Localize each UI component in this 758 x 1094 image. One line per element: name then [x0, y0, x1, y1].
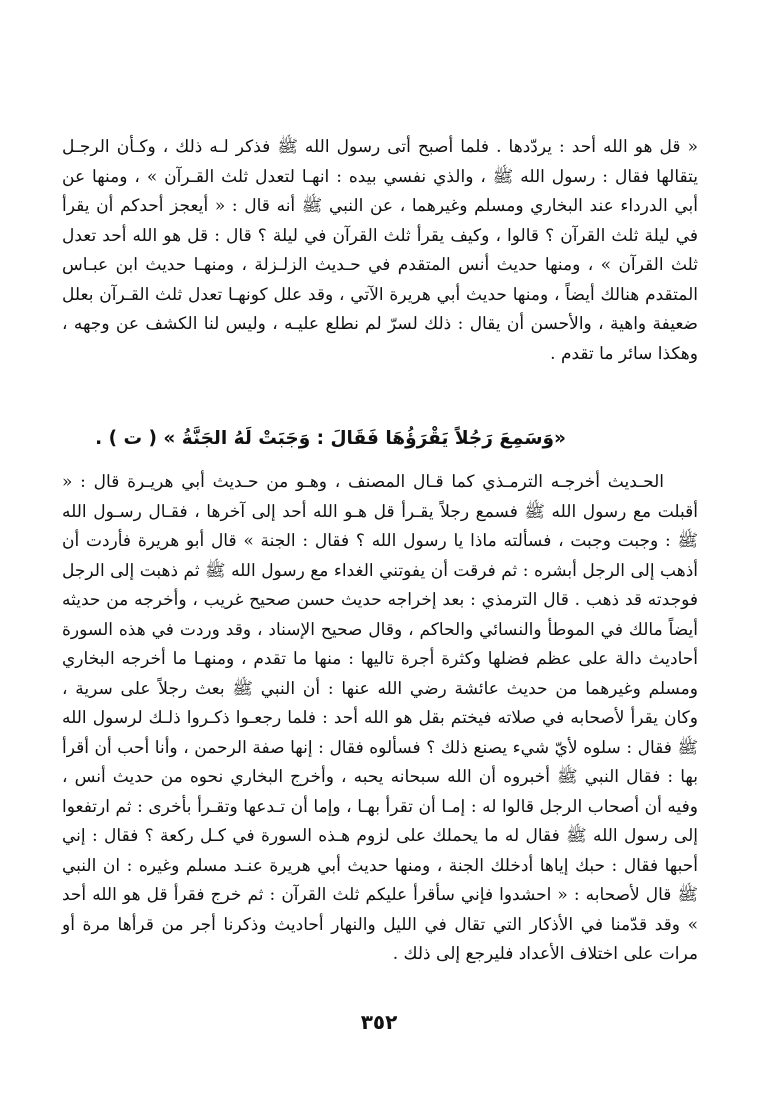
paragraph-1: « قل هو الله أحد : يردّدها . فلما أصبح أتى رسول الله ﷺ فذكر لـه ذلك ، وكـأن الرجـل يتقالها فقال : رسول الله ﷺ ، والذي نفسي بيده : انهـا لتعدل ثلث القـرآن » ، ومنها عن أبي الدرداء عند البخاري ومسلم وغيرهما ، عن النبي ﷺ أنه قال : « أيعجز أحدكم أن يقرأ في ليلة ثلث القرآن ؟ قالوا ، وكيف يقرأ ثلث القرآن في ليلة ؟ قال : قل هو الله أحد تعدل ثلث القرآن » ، ومنها حديث أنس المتقدم في حـديث الزلـزلة ، ومنهـا حديث ابن عبـاس المتقدم هنالك أيضاً ، ومنها حديث أبي هريرة الآتي ، وقد علل كونهـا تعدل ثلث القـرآن بعلل ضعيفة واهية ، والأحسن أن يقال : ذلك لسرّ لم نطلع عليـه ، وليس لنا الكشف عن وجهه ، وهكذا سائر ما تقدم . [62, 137, 698, 364]
page-body [62, 133, 698, 970]
paragraph-2: الحـديث أخرجـه الترمـذي كما قـال المصنف ، وهـو من حـديث أبي هريـرة قال : « أقبلت مع رسول الله ﷺ فسمع رجلاً يقـرأ قل هـو الله أحد إلى آخرها ، فقـال رسـول الله ﷺ : وجبت وجبت ، فسألته ماذا يا رسول الله ؟ فقال : الجنة » قال أبو هريرة فأردت أن أذهب إلى الرجل أبشره : ثم فرقت أن يفوتني الغداء مع رسول الله ﷺ ثم ذهبت إلى الرجل فوجدته قد ذهب . قال الترمذي : بعد إخراجه حديث حسن صحيح غريب ، وأخرجه من حديثه أيضاً مالك في الموطأ والنسائي والحاكم ، وقال صحيح الإسناد ، وقد وردت في هذه السورة أحاديث دالة على عظم فضلها وكثرة أجرة تاليها : منها ما تقدم ، ومنهـا ما أخرجه البخاري ومسلم وغيرهما من حديث عائشة رضي الله عنها : أن النبي ﷺ بعث رجلاً على سرية ، وكان يقرأ لأصحابه في صلاته فيختم بقل هو الله أحد : فلما رجعـوا ذكـروا ذلـك لرسول الله ﷺ فقال : سلوه لأيّ شيء يصنع ذلك ؟ فسألوه فقال : إنها صفة الرحمن ، وأنا أحب أن أقرأ بها : فقال النبي ﷺ أخبروه أن الله سبحانه يحبه ، وأخرج البخاري نحوه من حديث أنس ، وفيه أن أصحاب الرجل قالوا له : إمـا أن تقرأ بهـا ، وإما أن تـدعها وتقـرأ بأخرى : ثم ارتفعوا إلى رسول الله ﷺ فقال له ما يحملك على لزوم هـذه السورة في كـل ركعة ؟ فقال : إني أحبها فقال : حبك إياها أدخلك الجنة ، ومنها حديث أبي هريرة عنـد مسلم وغيره : ان النبي ﷺ قال لأصحابه : « احشدوا فإني سأقرأ عليكم ثلث القرآن : ثم خرج فقرأ قل هو الله أحد » وقد قدّمنا في الأذكار التي تقال في الليل والنهار أحاديث وذكرنا أجر من قرأها مرة أو مرات على اختلاف الأعداد فليرجع إلى ذلك . [62, 472, 698, 964]
section-heading: «وَسَمِعَ رَجُلاً يَقْرَؤُهَا فَقَالَ : وَجَبَتْ لَهُ الجَنَّةُ » ( ت ) . [95, 428, 566, 449]
page-number: ٣٥٢ [360, 1010, 398, 1034]
